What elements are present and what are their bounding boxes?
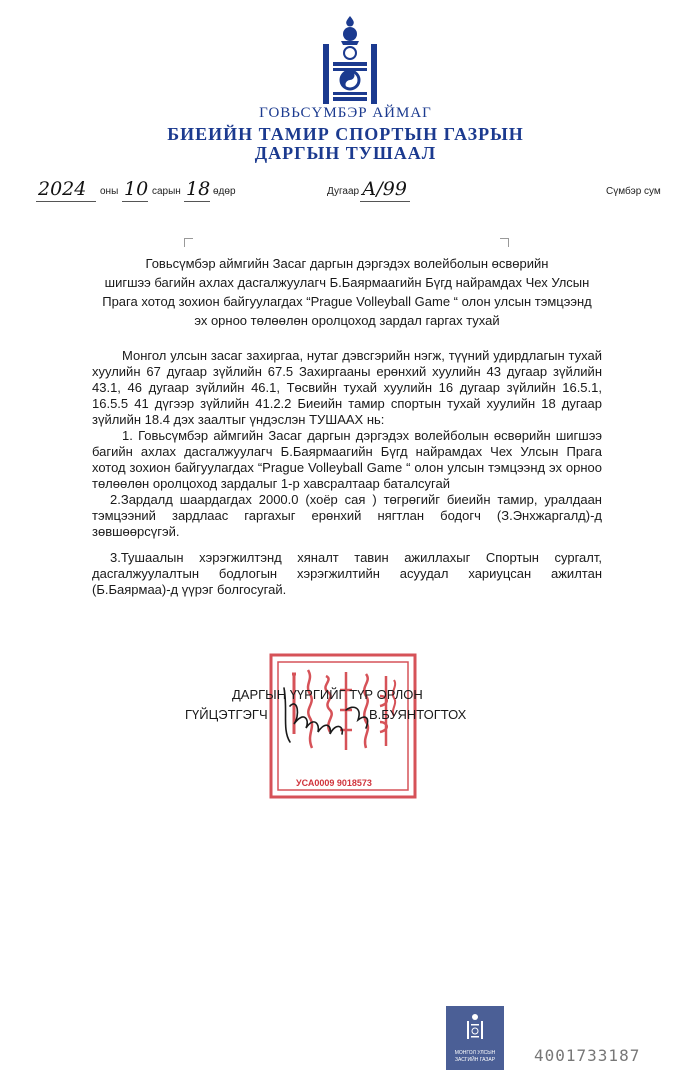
signatory-name: В.БУЯНТОГТОХ [369, 707, 467, 722]
document-registration-number: 4001733187 [534, 1046, 641, 1065]
date-year: 2024 [38, 178, 87, 200]
document-type-title: ДАРГЫН ТУШААЛ [254, 143, 437, 163]
number-label: Дугаар [327, 186, 360, 197]
date-month: 10 [124, 178, 149, 200]
date-day: 18 [186, 178, 211, 200]
day-underline [184, 201, 210, 202]
logo-text-line2: ЗАСГИЙН ГАЗАР [454, 1057, 496, 1063]
corner-mark-left [184, 238, 193, 247]
document-body [92, 348, 602, 598]
org-region: ГОВЬСҮМБЭР АЙМАГ [259, 105, 432, 121]
logo-text-line1: МОНГОЛ УЛСЫН [454, 1050, 496, 1056]
order-item-3: 3.Тушаалын хэрэгжилтэнд хяналт тавин ажиллахыг Спортын сургалт, дасгалжуулалтын бодлогын хэрэгжилтийн асуудал хариуцсан ажилтан (Б.Баярмаа)-д үүрэг болгосугай. [92, 550, 602, 597]
number-underline [360, 201, 410, 202]
stamp-number: УСА0009 9018573 [296, 778, 372, 788]
signatory-title-line1: ДАРГЫН ҮҮРГИЙГ ТҮР ОРЛОН [232, 687, 423, 702]
document-subject [92, 254, 602, 330]
subject-line: Прага хотод зохион байгуулагдах “Prague Volleyball Game “ олон улсын тэмцээнд [102, 294, 592, 309]
date-month-suffix: сарын [152, 186, 181, 197]
soyombo-small-icon [466, 1012, 484, 1040]
subject-line: Говьсүмбэр аймгийн Засаг даргын дэргэдэх волейболын өсвөрийн [145, 256, 549, 271]
corner-mark-right [500, 238, 509, 247]
signatory-title-line2: ГҮЙЦЭТГЭГЧ [185, 707, 268, 722]
order-item-2: 2.Зардалд шаардагдах 2000.0 (хоёр сая ) төгрөгийг биеийн тамир, уралдаан тэмцээний зардлаас гаргахыг ерөнхий нягтлан бодогч (З.Энхжаргалд)-д зөвшөөрсүгэй. [92, 492, 602, 539]
order-item-1: 1. Говьсүмбэр аймгийн Засаг даргын дэргэдэх волейболын өсвөрийн шигшээ багийн ахлах дасгалжуулагч Б.Баярмаагийн Бүгд найрамдах Чех Улсын Прага хотод зохион байгуулагдах “Prague Volleyball Game “ олон улсын тэмцээнд эх орноо төлөөлөн оролцоход зардалыг 1-р хавсралтаар баталсугай [92, 428, 602, 491]
subject-line: эх орноо төлөөлөн оролцоход зардал гаргах тухай [194, 313, 500, 328]
month-underline [122, 201, 148, 202]
place-name: Сүмбэр сум [606, 186, 661, 197]
order-number: А/99 [362, 178, 407, 200]
preamble-paragraph: Монгол улсын засаг захиргаа, нутаг дэвсгэрийн нэгж, түүний удирдлагын тухай хуулийн 67 дугаар зүйлийн 67.5 Захиргааны ерөнхий хуулийн 43 дугаар зүйлийн 43.1, 46 дугаар зүйлийн 46.1, Төсвийн тухай хуулийн 16 дугаар зүйлийн 16.5.1, 16.5.5 41 дүгээр зүйлийн 41.2.2 Биеийн тамир спортын тухай хуулийн 18 дугаар зүйлийн 18.4 дэх заалтыг үндэслэн ТУШААХ нь: [92, 348, 602, 427]
date-year-suffix: оны [100, 186, 119, 197]
org-department: БИЕИЙН ТАМИР СПОРТЫН ГАЗРЫН [167, 124, 524, 144]
soyombo-emblem-icon [317, 14, 383, 110]
government-logo-badge [446, 1006, 504, 1070]
handwritten-signature [270, 680, 380, 750]
subject-line: шигшээ багийн ахлах дасгалжуулагч Б.Баярмаагийн Бүгд найрамдах Чех Улсын [104, 275, 590, 290]
year-underline [36, 201, 96, 202]
date-day-suffix: өдөр [213, 186, 236, 197]
